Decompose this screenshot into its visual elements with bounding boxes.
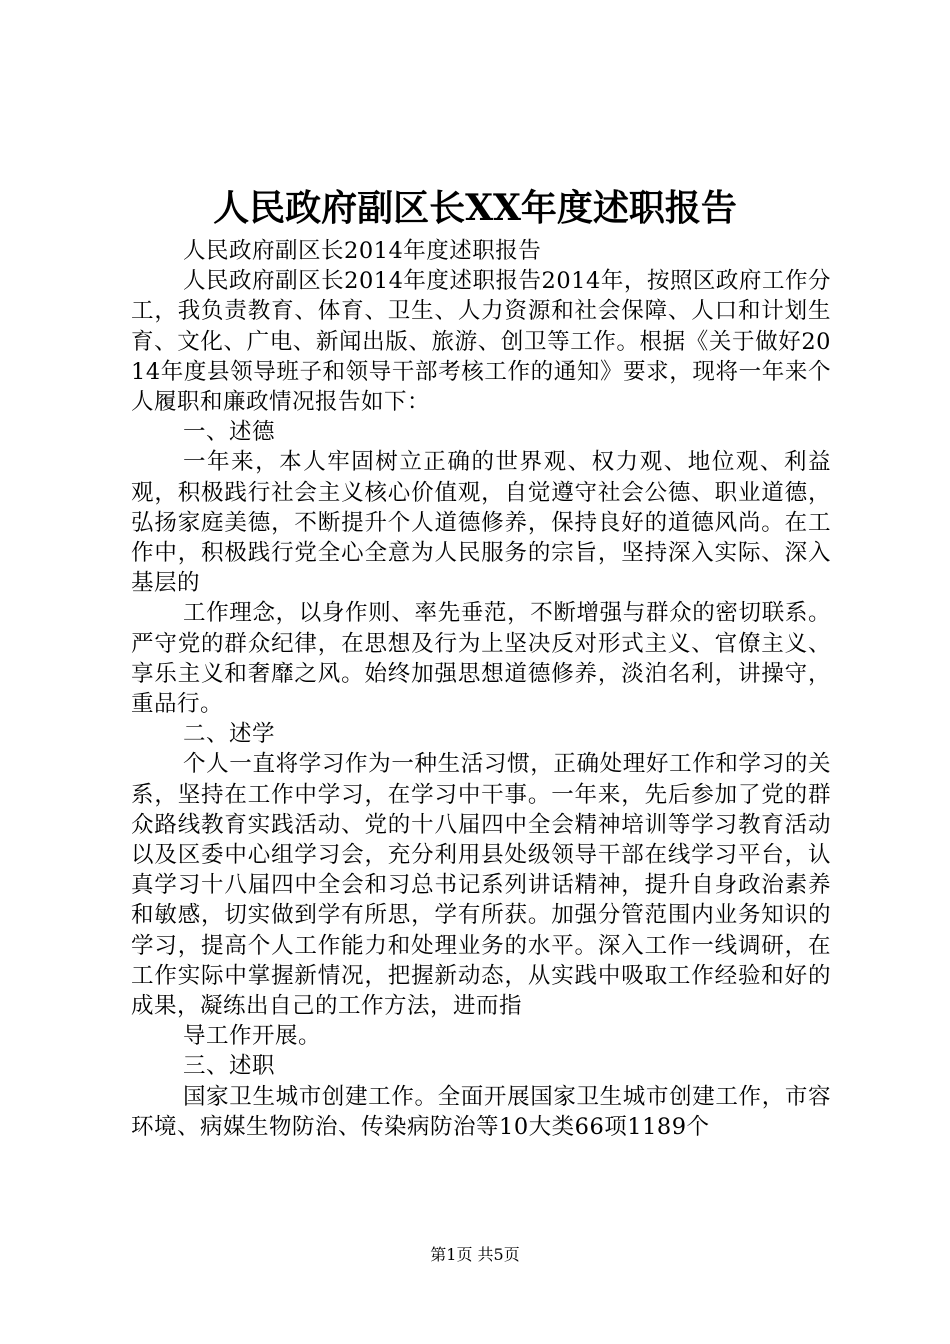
section-heading-ethics: 一、述德 bbox=[183, 419, 276, 446]
document-body bbox=[131, 236, 831, 1142]
paragraph-ethics-1: 一年来，本人牢固树立正确的世界观、权力观、地位观、利益观，积极践行社会主义核心价值观，自觉遵守社会公德、职业道德，弘扬家庭美德，不断提升个人道德修养，保持良好的道德风尚。在工作中，积极践行党全心全意为人民服务的宗旨，坚持深入实际、深入基层的 bbox=[131, 449, 831, 597]
paragraph-study-1: 个人一直将学习作为一种生活习惯，正确处理好工作和学习的关系，坚持在工作中学习，在学习中干事。一年来，先后参加了党的群众路线教育实践活动、党的十八届四中全会精神培训等学习教育活动以及区委中心组学习会，充分利用县处级领导干部在线学习平台，认真学习十八届四中全会和习总书记系列讲话精神，提升自身政治素养和敏感，切实做到学有所思，学有所获。加强分管范围内业务知识的学习，提高个人工作能力和处理业务的水平。深入工作一线调研，在工作实际中掌握新情况，把握新动态，从实践中吸取工作经验和好的成果，凝练出自己的工作方法，进而指 bbox=[131, 751, 831, 1020]
document-title: 人民政府副区长XX年度述职报告 bbox=[213, 187, 737, 229]
paragraph-ethics-2: 工作理念，以身作则、率先垂范，不断增强与群众的密切联系。严守党的群众纪律，在思想及行为上坚决反对形式主义、官僚主义、享乐主义和奢靡之风。始终加强思想道德修养，淡泊名利，讲操守，重品行。 bbox=[131, 600, 831, 718]
paragraph-duties-1: 国家卫生城市创建工作。全面开展国家卫生城市创建工作，市容环境、病媒生物防治、传染病防治等10大类66项1189个 bbox=[131, 1083, 831, 1140]
page-number-footer: 第1页 共5页 bbox=[430, 1245, 520, 1264]
paragraph-subtitle: 人民政府副区长2014年度述职报告 bbox=[183, 238, 542, 264]
section-heading-study: 二、述学 bbox=[183, 721, 276, 748]
paragraph-intro: 人民政府副区长2014年度述职报告2014年，按照区政府工作分工，我负责教育、体育、卫生、人力资源和社会保障、人口和计划生育、文化、广电、新闻出版、旅游、创卫等工作。根据《关于做好2014年度县领导班子和领导干部考核工作的通知》要求，现将一年来个人履职和廉政情况报告如下： bbox=[131, 268, 831, 416]
paragraph-study-2: 导工作开展。 bbox=[183, 1023, 322, 1050]
section-heading-duties: 三、述职 bbox=[183, 1053, 276, 1080]
